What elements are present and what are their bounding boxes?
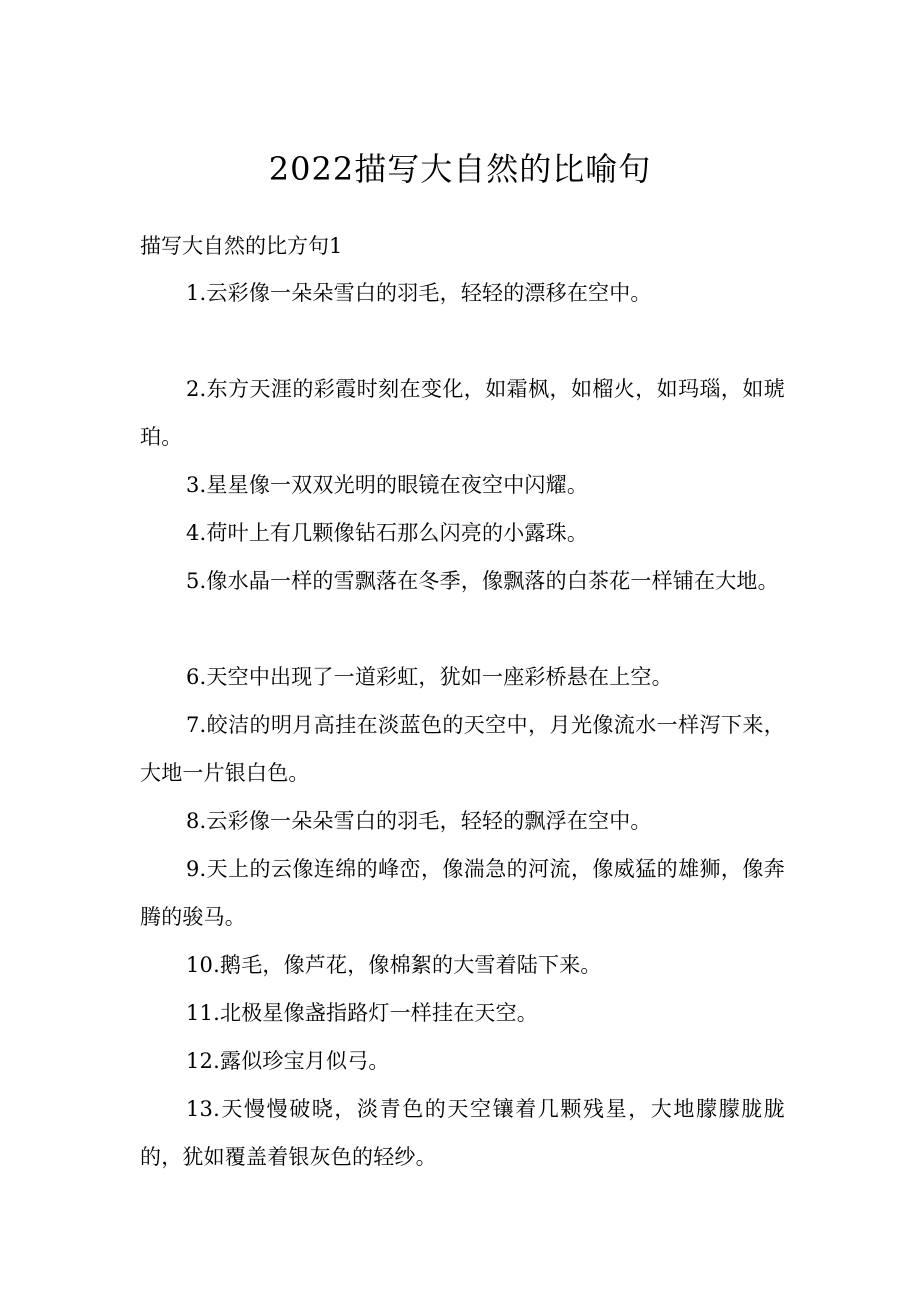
list-item: 4.荷叶上有几颗像钻石那么闪亮的小露珠。 (186, 521, 589, 545)
document-title: 2022描写大自然的比喻句 (268, 150, 652, 188)
list-item: 5.像水晶一样的雪飘落在冬季，像飘落的白茶花一样铺在大地。 (186, 569, 779, 593)
list-item: 3.星星像一双双光明的眼镜在夜空中闪耀。 (186, 473, 589, 497)
list-item: 1.云彩像一朵朵雪白的羽毛，轻轻的漂移在空中。 (186, 281, 652, 305)
list-item: 13.天慢慢破晓，淡青色的天空镶着几颗残星，大地朦朦胧胧的，犹如覆盖着银灰色的轻纱。 (140, 1097, 785, 1169)
list-item: 8.云彩像一朵朵雪白的羽毛，轻轻的飘浮在空中。 (186, 809, 652, 833)
list-item: 2.东方天涯的彩霞时刻在变化，如霜枫，如榴火，如玛瑙，如琥珀。 (140, 377, 785, 449)
list-item: 10.鹅毛，像芦花，像棉絮的大雪着陆下来。 (186, 953, 602, 977)
list-item: 6.天空中出现了一道彩虹，犹如一座彩桥悬在上空。 (186, 665, 673, 689)
list-item: 11.北极星像盏指路灯一样挂在天空。 (186, 1001, 538, 1025)
list-item: 9.天上的云像连绵的峰峦，像湍急的河流，像威猛的雄狮，像奔腾的骏马。 (140, 857, 785, 929)
list-item: 7.皎洁的明月高挂在淡蓝色的天空中，月光像流水一样泻下来，大地一片银白色。 (140, 713, 785, 785)
section-heading: 描写大自然的比方句1 (140, 234, 343, 258)
list-item: 12.露似珍宝月似弓。 (186, 1049, 390, 1073)
